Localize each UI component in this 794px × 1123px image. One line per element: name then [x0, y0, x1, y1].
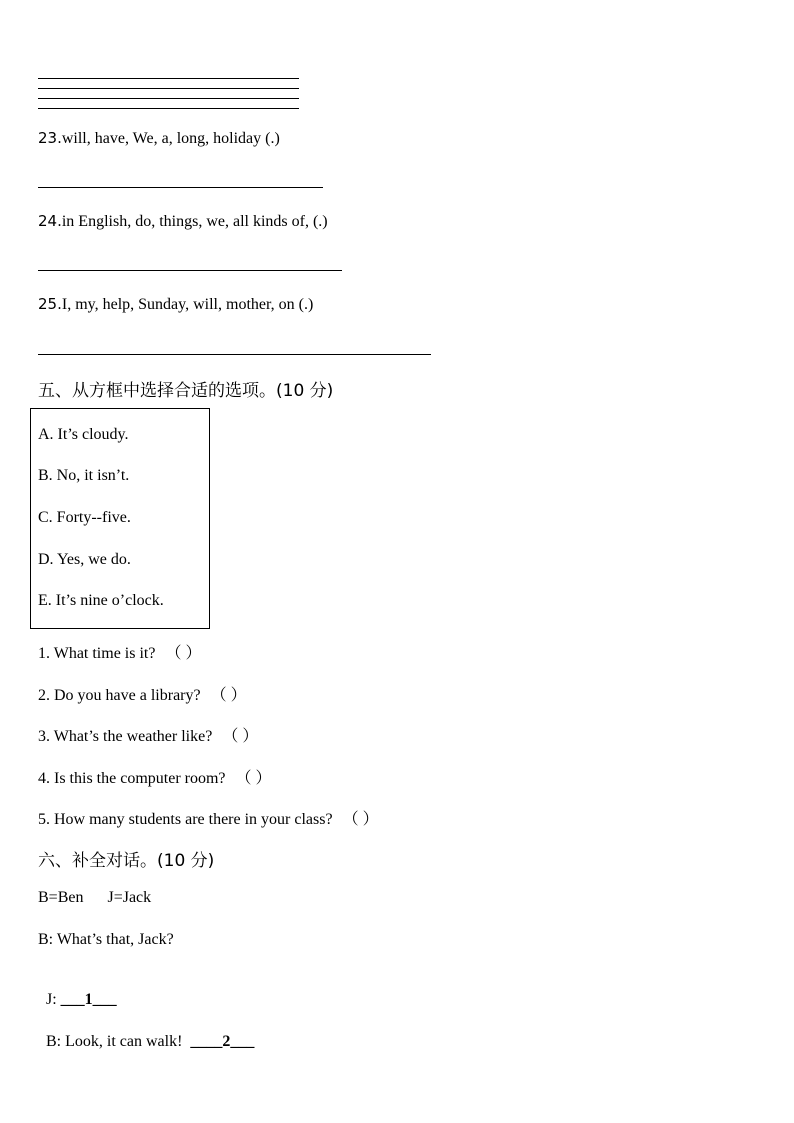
option-a: A. It’s cloudy.	[38, 426, 129, 443]
dialogue-blank-1[interactable]: ___1___	[60, 991, 117, 1008]
matching-question-2	[38, 682, 247, 705]
speaker-key: B=Ben J=Jack	[38, 889, 152, 906]
answer-line-25	[38, 354, 431, 355]
question-24-text: in English, do, things, we, all kinds of, (.)	[61, 213, 328, 230]
answer-line-top-2	[38, 88, 299, 89]
dialogue-line-1-text: B: What’s that, Jack?	[38, 931, 174, 948]
dialogue-blank-2[interactable]: ____2___	[190, 1033, 255, 1050]
question-25-number: 25.	[38, 295, 62, 313]
matching-question-1	[38, 640, 201, 663]
option-d: D. Yes, we do.	[38, 551, 131, 568]
matching-question-3-answer-blank[interactable]: （ ）	[222, 728, 259, 745]
option-c: C. Forty--five.	[38, 509, 131, 526]
matching-question-5-text: 5. How many students are there in your class?	[38, 811, 333, 828]
question-23-text: will, have, We, a, long, holiday (.)	[61, 130, 280, 147]
matching-question-3-text: 3. What’s the weather like?	[38, 728, 213, 745]
answer-line-top-3	[38, 98, 299, 99]
section5-heading: 五、从方框中选择合适的选项。(10 分)	[38, 381, 334, 401]
question-24-number: 24.	[38, 212, 62, 230]
option-e: E. It’s nine o’clock.	[38, 592, 164, 609]
matching-question-4-text: 4. Is this the computer room?	[38, 770, 226, 787]
dialogue-line-3-text: B: Look, it can walk!	[46, 1033, 191, 1050]
matching-question-4	[38, 765, 272, 788]
matching-question-1-text: 1. What time is it?	[38, 645, 156, 662]
question-23-number: 23.	[38, 129, 62, 147]
dialogue-line-1	[38, 931, 174, 949]
question-23	[38, 129, 280, 148]
question-25	[38, 295, 313, 314]
matching-question-2-text: 2. Do you have a library?	[38, 687, 201, 704]
answer-line-top-4	[38, 108, 299, 109]
matching-question-5-answer-blank[interactable]: （ ）	[342, 811, 379, 828]
dialogue-line-2	[38, 973, 117, 1009]
question-24	[38, 212, 328, 231]
question-25-text: I, my, help, Sunday, will, mother, on (.)	[61, 296, 314, 313]
matching-question-4-answer-blank[interactable]: （ ）	[235, 770, 272, 787]
matching-question-3	[38, 723, 258, 746]
matching-question-5	[38, 806, 379, 829]
option-b: B. No, it isn’t.	[38, 467, 130, 484]
matching-question-2-answer-blank[interactable]: （ ）	[210, 687, 247, 704]
dialogue-line-3	[38, 1015, 254, 1051]
answer-line-top-1	[38, 78, 299, 79]
section6-heading: 六、补全对话。(10 分)	[38, 851, 215, 871]
answer-line-23	[38, 187, 323, 188]
dialogue-line-2-speaker: J:	[46, 991, 61, 1008]
matching-question-1-answer-blank[interactable]: （ ）	[165, 645, 202, 662]
answer-line-24	[38, 270, 342, 271]
